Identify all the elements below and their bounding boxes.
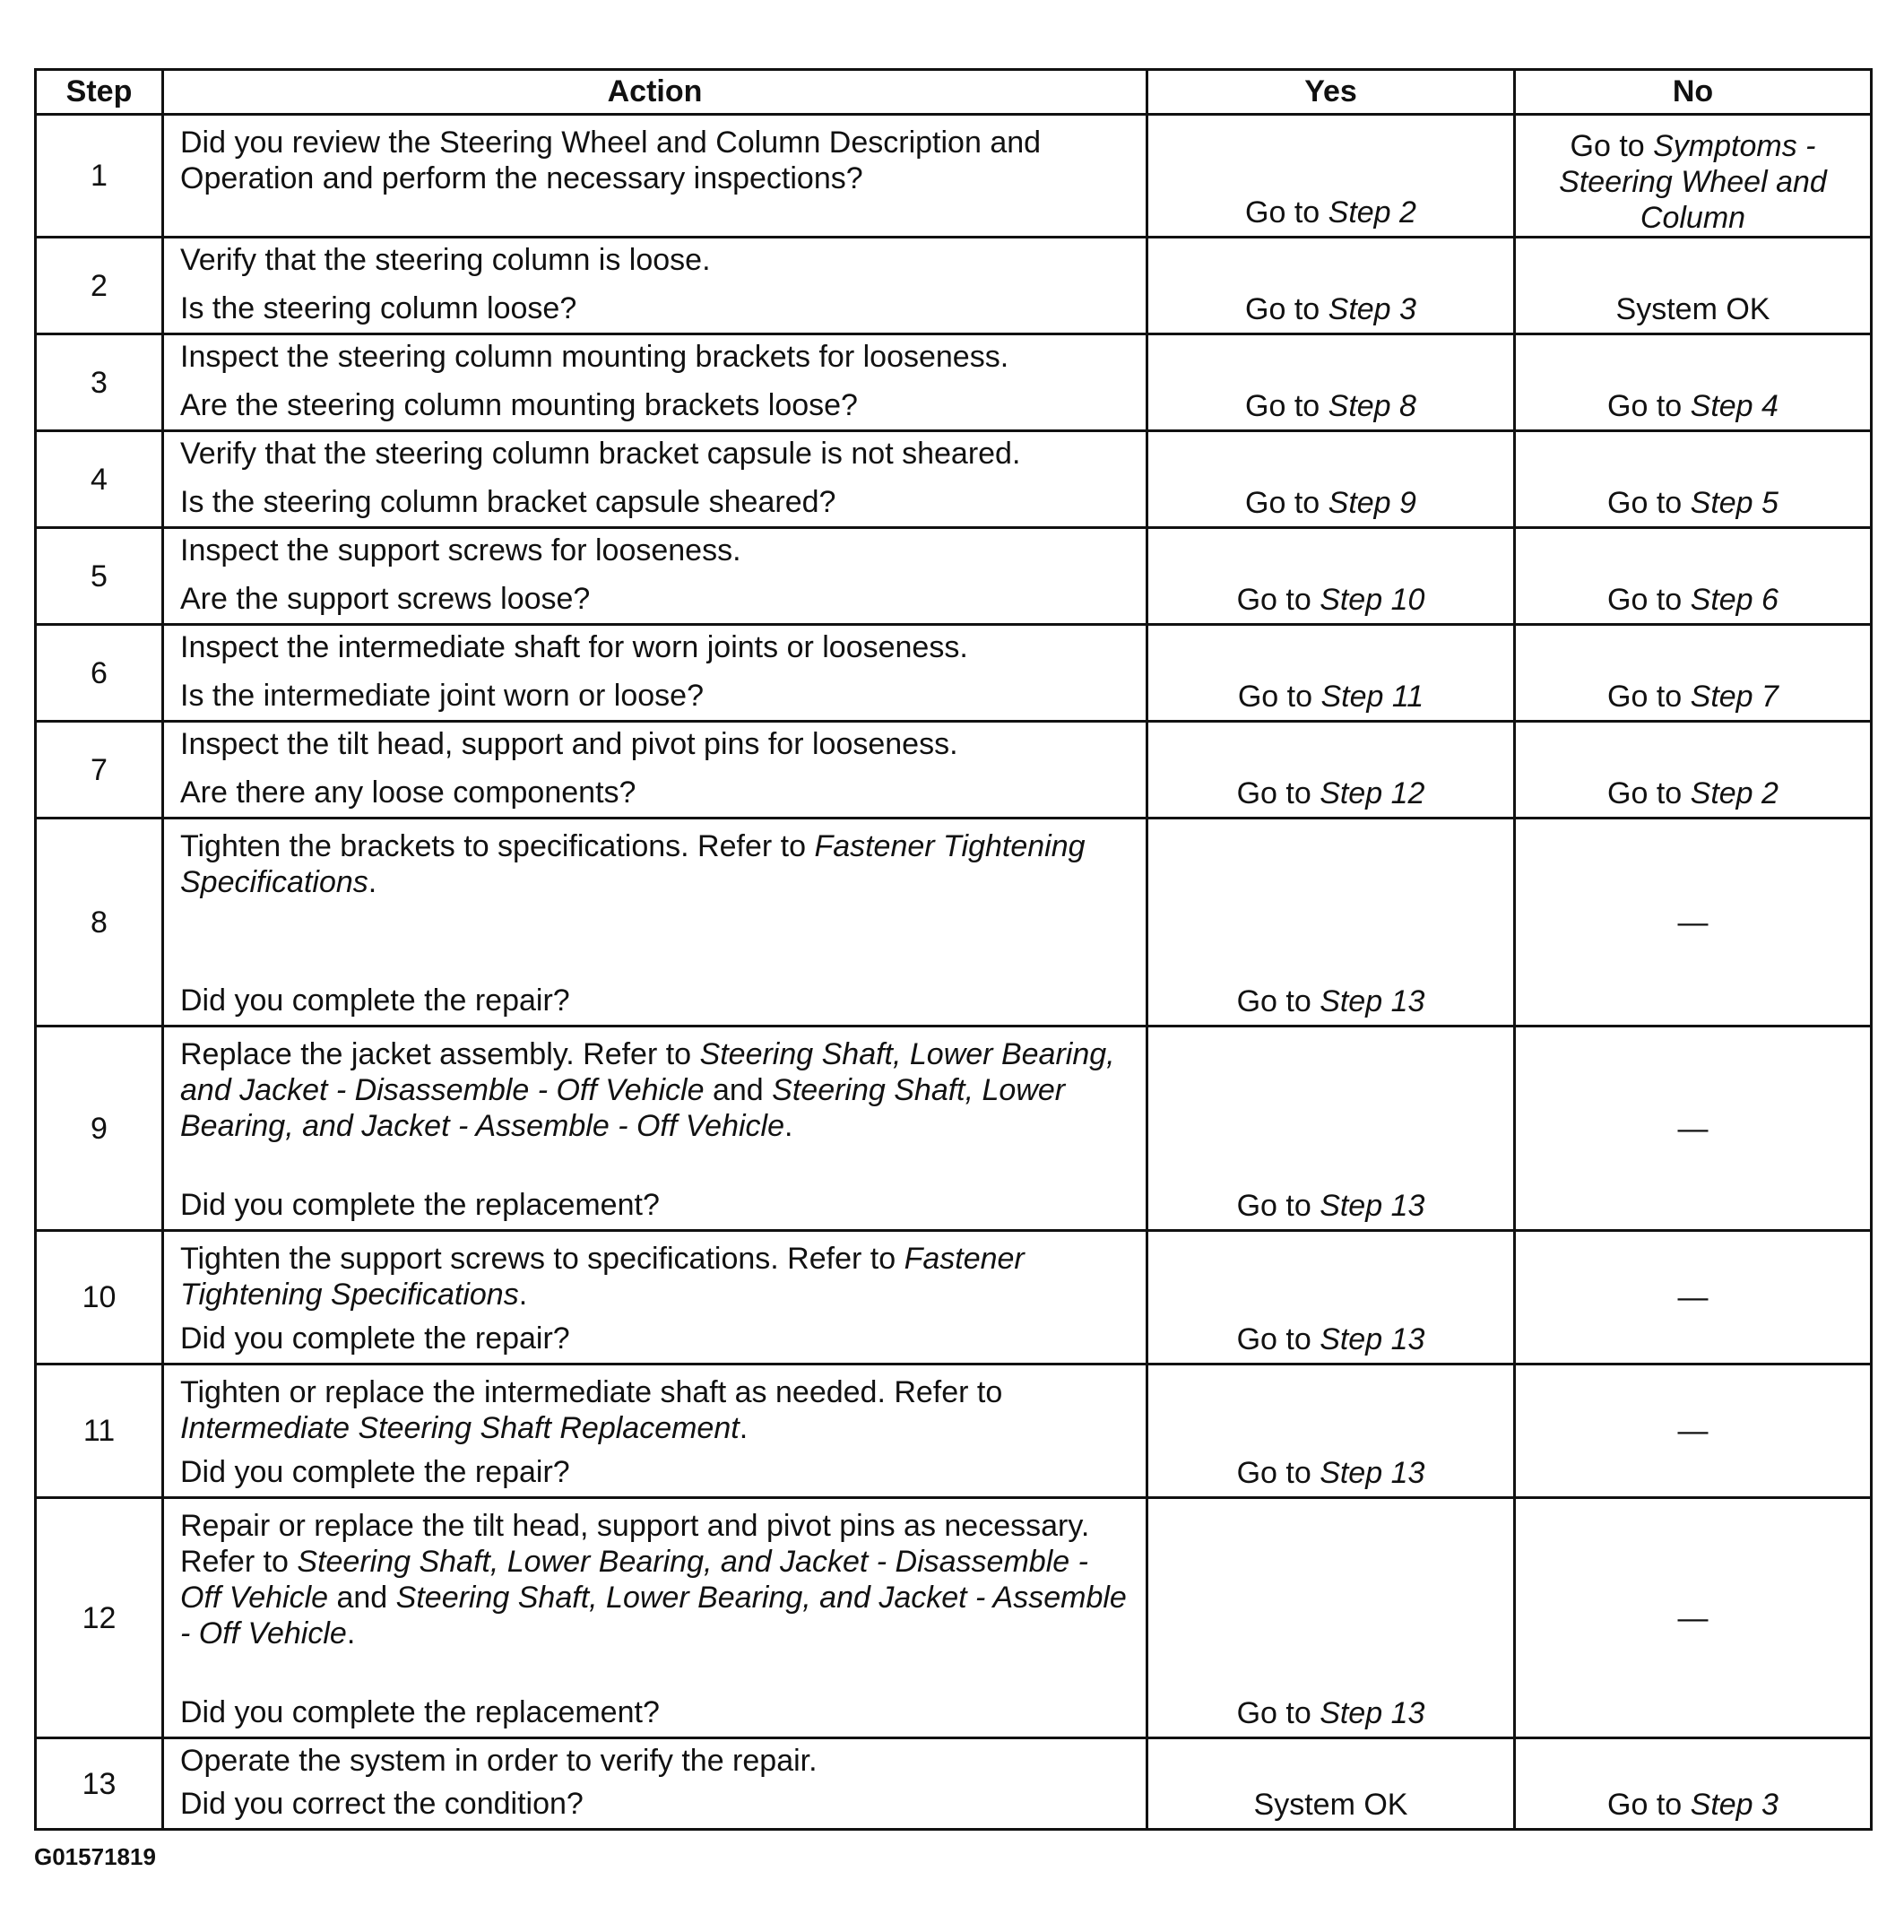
action-text: Verify that the steering column is loose. xyxy=(180,243,711,277)
diagnostic-table xyxy=(34,68,1873,1831)
table-row xyxy=(36,1738,1872,1830)
header-yes: Yes xyxy=(1147,70,1515,115)
action-cell xyxy=(163,625,1147,722)
yes-prefix: Go to xyxy=(1236,1696,1320,1730)
action-question: Did you complete the repair? xyxy=(180,1455,570,1489)
yes-prefix: Go to xyxy=(1237,680,1321,714)
no-step-ref: Step 5 xyxy=(1690,486,1779,520)
no-cell xyxy=(1515,722,1872,819)
no-cell xyxy=(1515,431,1872,528)
yes-step-ref: Step 9 xyxy=(1328,486,1416,520)
yes-cell xyxy=(1147,1365,1515,1498)
action-description xyxy=(180,723,1135,762)
action-cell xyxy=(163,1365,1147,1498)
action-question: Did you correct the condition? xyxy=(180,1787,584,1821)
action-cell xyxy=(163,115,1147,238)
no-cell xyxy=(1515,1738,1872,1830)
table-row xyxy=(36,625,1872,722)
yes-prefix: Go to xyxy=(1236,776,1320,810)
action-text: and xyxy=(704,1073,773,1107)
action-text: Tighten the brackets to specifications. Refer to xyxy=(180,829,815,863)
yes-cell xyxy=(1147,115,1515,238)
action-description xyxy=(180,432,1135,472)
yes-step-ref: Step 8 xyxy=(1328,389,1416,423)
table-row xyxy=(36,1365,1872,1498)
no-text: Go to xyxy=(1607,389,1691,423)
no-cell xyxy=(1515,115,1872,238)
yes-prefix: Go to xyxy=(1236,1322,1320,1356)
action-cell xyxy=(163,1498,1147,1738)
action-cell xyxy=(163,1738,1147,1830)
yes-prefix: Go to xyxy=(1245,292,1328,326)
table-row xyxy=(36,238,1872,334)
action-text: and xyxy=(328,1581,396,1615)
yes-cell xyxy=(1147,625,1515,722)
no-text: Go to xyxy=(1607,680,1691,714)
dash: — xyxy=(1677,905,1709,940)
table-row xyxy=(36,115,1872,238)
yes-cell xyxy=(1147,819,1515,1027)
step-number: 2 xyxy=(36,238,163,334)
yes-step-ref: Step 13 xyxy=(1320,1696,1425,1730)
action-text: Operate the system in order to verify the repair. xyxy=(180,1744,818,1778)
action-description xyxy=(180,819,1135,900)
step-number: 1 xyxy=(36,115,163,238)
action-text: . xyxy=(739,1411,749,1445)
table-row xyxy=(36,431,1872,528)
action-description xyxy=(180,1232,1135,1313)
table-row xyxy=(36,334,1872,431)
yes-step-ref: Step 13 xyxy=(1320,1189,1425,1223)
header-no: No xyxy=(1515,70,1872,115)
action-cell xyxy=(163,238,1147,334)
action-cell xyxy=(163,819,1147,1027)
dash: — xyxy=(1677,1414,1709,1448)
no-cell xyxy=(1515,1231,1872,1365)
action-text: Tighten the support screws to specifications. Refer to xyxy=(180,1242,904,1276)
reference-text: Intermediate Steering Shaft Replacement xyxy=(180,1411,740,1445)
yes-prefix: Go to xyxy=(1245,389,1328,423)
yes-cell xyxy=(1147,528,1515,625)
action-description xyxy=(180,335,1135,375)
action-text: . xyxy=(346,1616,356,1650)
yes-prefix: System OK xyxy=(1253,1788,1408,1822)
header-row xyxy=(36,70,1872,115)
table-row xyxy=(36,819,1872,1027)
no-text: Go to xyxy=(1607,776,1691,810)
action-description xyxy=(180,626,1135,665)
no-cell xyxy=(1515,238,1872,334)
yes-cell xyxy=(1147,1027,1515,1231)
yes-step-ref: Step 3 xyxy=(1328,292,1416,326)
action-description xyxy=(180,1499,1135,1651)
step-number: 13 xyxy=(36,1738,163,1830)
yes-prefix: Go to xyxy=(1236,1456,1320,1490)
header-step: Step xyxy=(36,70,163,115)
reference-text: Steering Shaft, Lower Bearing, and Jacket - Assemble - Off Vehicle xyxy=(180,1581,1127,1650)
yes-step-ref: Step 11 xyxy=(1320,680,1424,714)
action-cell xyxy=(163,431,1147,528)
figure-id: G01571819 xyxy=(34,1843,156,1870)
yes-cell xyxy=(1147,1738,1515,1830)
step-number: 8 xyxy=(36,819,163,1027)
action-question: Did you complete the replacement? xyxy=(180,1695,660,1729)
step-number: 9 xyxy=(36,1027,163,1231)
yes-cell xyxy=(1147,238,1515,334)
action-question: Is the steering column loose? xyxy=(180,291,577,325)
action-question: Are the steering column mounting brackets loose? xyxy=(180,388,858,422)
table-row xyxy=(36,1498,1872,1738)
table-row xyxy=(36,1027,1872,1231)
action-description xyxy=(180,529,1135,568)
yes-step-ref: Step 2 xyxy=(1328,195,1416,230)
action-text: . xyxy=(784,1109,793,1143)
step-number: 4 xyxy=(36,431,163,528)
action-cell xyxy=(163,1231,1147,1365)
reference-text: Steering Shaft, Lower Bearing, and Jacket - Disassemble - Off Vehicle xyxy=(180,1037,1115,1107)
action-text: Repair or replace the tilt head, support and pivot pins as necessary. Refer to xyxy=(180,1509,1090,1579)
reference-text: Steering Shaft, Lower Bearing, and Jacket - Disassemble - Off Vehicle xyxy=(180,1545,1088,1615)
action-cell xyxy=(163,722,1147,819)
action-question: Is the steering column bracket capsule sheared? xyxy=(180,485,836,519)
action-text: . xyxy=(518,1278,528,1312)
action-question: Is the intermediate joint worn or loose? xyxy=(180,679,704,713)
no-step-ref: Symptoms - Steering Wheel and Column xyxy=(1559,129,1827,235)
yes-cell xyxy=(1147,722,1515,819)
dash: — xyxy=(1677,1280,1709,1314)
no-text: System OK xyxy=(1615,292,1770,326)
no-step-ref: Step 4 xyxy=(1690,389,1779,423)
table-row xyxy=(36,528,1872,625)
no-text: Go to xyxy=(1570,129,1654,163)
action-text: Inspect the steering column mounting brackets for looseness. xyxy=(180,340,1009,374)
yes-cell xyxy=(1147,334,1515,431)
no-cell xyxy=(1515,1365,1872,1498)
reference-text: Fastener Tightening Specifications xyxy=(180,1242,1025,1312)
yes-prefix: Go to xyxy=(1245,195,1328,230)
dash: — xyxy=(1677,1600,1709,1635)
yes-step-ref: Step 12 xyxy=(1320,776,1425,810)
no-cell xyxy=(1515,819,1872,1027)
no-step-ref: Step 6 xyxy=(1690,583,1779,617)
yes-prefix: Go to xyxy=(1236,984,1320,1018)
yes-prefix: Go to xyxy=(1245,486,1328,520)
yes-step-ref: Step 13 xyxy=(1320,1456,1425,1490)
no-text: Go to xyxy=(1607,486,1691,520)
action-text: Tighten or replace the intermediate shaft as needed. Refer to xyxy=(180,1375,1003,1409)
action-text: Verify that the steering column bracket capsule is not sheared. xyxy=(180,437,1021,471)
step-number: 3 xyxy=(36,334,163,431)
no-cell xyxy=(1515,528,1872,625)
reference-text: Steering Shaft, Lower Bearing, and Jacket - Assemble - Off Vehicle xyxy=(180,1073,1066,1143)
action-text: Did you review the Steering Wheel and Column Description and Operation and perform the necessary inspections? xyxy=(180,126,1042,195)
action-cell xyxy=(163,528,1147,625)
action-description xyxy=(180,1365,1135,1446)
action-description xyxy=(180,238,1135,278)
action-question: Did you complete the repair? xyxy=(180,1321,570,1356)
yes-step-ref: Step 10 xyxy=(1320,583,1425,617)
action-text: Inspect the tilt head, support and pivot pins for looseness. xyxy=(180,727,958,761)
no-step-ref: Step 3 xyxy=(1690,1788,1779,1822)
step-number: 11 xyxy=(36,1365,163,1498)
action-description xyxy=(180,1027,1135,1144)
action-text: Inspect the intermediate shaft for worn joints or looseness. xyxy=(180,630,968,664)
no-cell xyxy=(1515,1498,1872,1738)
action-text: . xyxy=(368,865,377,899)
header-action: Action xyxy=(163,70,1147,115)
dash: — xyxy=(1677,1111,1709,1146)
yes-step-ref: Step 13 xyxy=(1320,984,1425,1018)
table-row xyxy=(36,722,1872,819)
yes-cell xyxy=(1147,431,1515,528)
no-text: Go to xyxy=(1607,1788,1691,1822)
action-question: Are there any loose components? xyxy=(180,775,636,810)
step-number: 6 xyxy=(36,625,163,722)
action-question: Did you complete the repair? xyxy=(180,983,570,1018)
yes-cell xyxy=(1147,1231,1515,1365)
action-question: Did you complete the replacement? xyxy=(180,1188,660,1222)
no-text: Go to xyxy=(1607,583,1691,617)
action-cell xyxy=(163,1027,1147,1231)
step-number: 10 xyxy=(36,1231,163,1365)
yes-cell xyxy=(1147,1498,1515,1738)
reference-text: Fastener Tightening Specifications xyxy=(180,829,1086,899)
action-question: Are the support screws loose? xyxy=(180,582,591,616)
yes-step-ref: Step 13 xyxy=(1320,1322,1425,1356)
no-step-ref: Step 2 xyxy=(1690,776,1779,810)
table-row xyxy=(36,1231,1872,1365)
action-description xyxy=(180,116,1135,196)
step-number: 5 xyxy=(36,528,163,625)
no-step-ref: Step 7 xyxy=(1690,680,1779,714)
table-body xyxy=(36,115,1872,1830)
no-cell xyxy=(1515,1027,1872,1231)
step-number: 12 xyxy=(36,1498,163,1738)
action-text: Replace the jacket assembly. Refer to xyxy=(180,1037,700,1071)
no-cell xyxy=(1515,334,1872,431)
action-text: Inspect the support screws for looseness. xyxy=(180,533,741,567)
action-description xyxy=(180,1739,1135,1779)
step-number: 7 xyxy=(36,722,163,819)
yes-prefix: Go to xyxy=(1236,583,1320,617)
yes-prefix: Go to xyxy=(1236,1189,1320,1223)
action-cell xyxy=(163,334,1147,431)
no-cell xyxy=(1515,625,1872,722)
